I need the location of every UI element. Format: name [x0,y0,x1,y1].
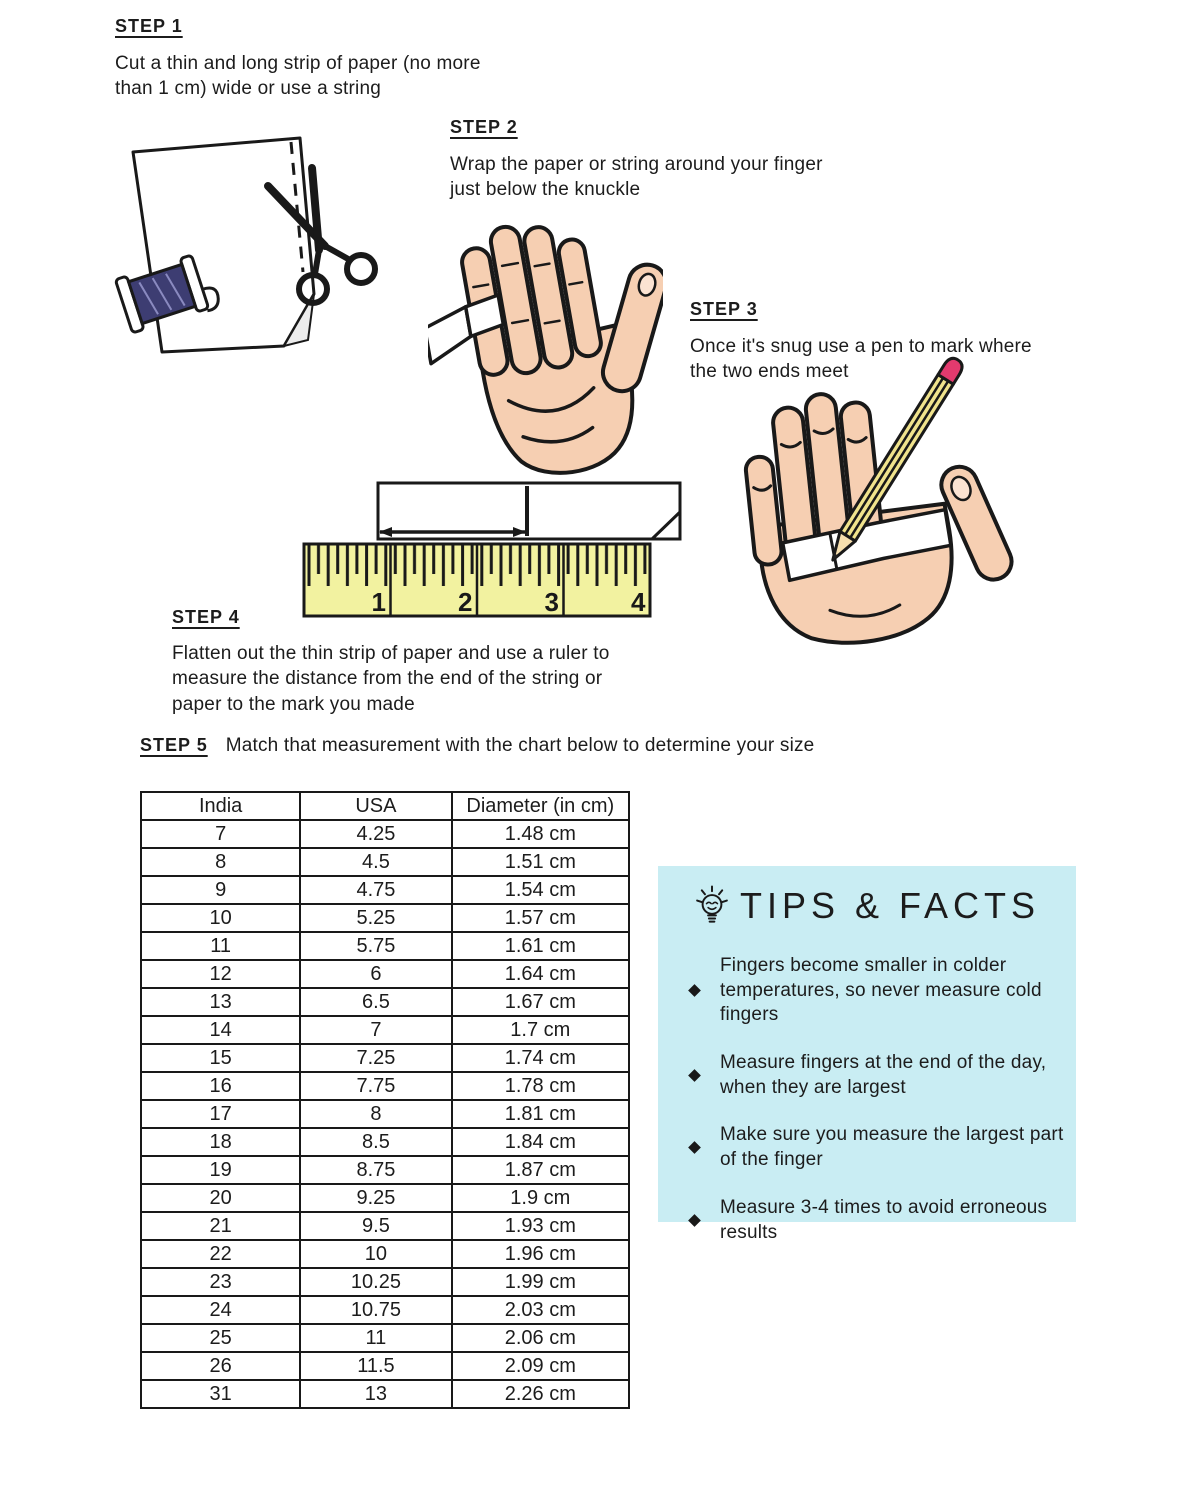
table-cell: 22 [141,1240,300,1268]
table-row [141,1128,629,1156]
table-row [141,1352,629,1380]
table-cell: 24 [141,1296,300,1324]
table-cell: 10.25 [300,1268,451,1296]
table-row [141,904,629,932]
table-cell: 8.5 [300,1128,451,1156]
table-cell: 1.7 cm [452,1016,629,1044]
step-1-heading: STEP 1 [115,16,183,36]
scissors-paper-illustration [100,122,450,367]
table-cell: 1.64 cm [452,960,629,988]
diamond-bullet-icon [688,1214,701,1227]
table-cell: 8 [300,1100,451,1128]
table-cell: 31 [141,1380,300,1408]
table-cell: 1.67 cm [452,988,629,1016]
ruler-number-4: 4 [631,587,646,617]
ruler-illustration [300,470,690,620]
step-2-heading: STEP 2 [450,117,518,137]
table-cell: 10.75 [300,1296,451,1324]
table-row [141,1100,629,1128]
tip-text: Measure fingers at the end of the day, when they are largest [720,1052,1047,1098]
table-cell: 23 [141,1268,300,1296]
step-3-heading: STEP 3 [690,299,758,319]
diamond-bullet-icon [688,984,701,997]
tip-item [720,1196,1072,1245]
table-cell: 4.25 [300,820,451,848]
table-cell: 11.5 [300,1352,451,1380]
table-row [141,1268,629,1296]
table-row [141,960,629,988]
tips-list [676,954,1064,1245]
table-cell: 7.75 [300,1072,451,1100]
table-row [141,1044,629,1072]
table-cell: 13 [300,1380,451,1408]
table-row [141,1324,629,1352]
table-header-india: India [141,792,300,820]
ruler-number-1: 1 [371,587,386,617]
step-3-text: Once it's snug use a pen to mark where the two ends meet [690,336,1032,383]
table-cell: 19 [141,1156,300,1184]
table-cell: 1.78 cm [452,1072,629,1100]
step-4-section [172,607,617,717]
table-cell: 1.54 cm [452,876,629,904]
table-cell: 1.96 cm [452,1240,629,1268]
tips-title-row [676,884,1058,928]
table-cell: 16 [141,1072,300,1100]
tip-item [720,1051,1072,1100]
table-cell: 1.93 cm [452,1212,629,1240]
hand-with-string-illustration [428,198,663,483]
table-cell: 10 [141,904,300,932]
step-5-section [140,733,814,758]
table-cell: 10 [300,1240,451,1268]
table-cell: 1.51 cm [452,848,629,876]
table-cell: 9.25 [300,1184,451,1212]
table-cell: 2.03 cm [452,1296,629,1324]
table-cell: 5.25 [300,904,451,932]
table-row [141,1380,629,1408]
table-cell: 1.9 cm [452,1184,629,1212]
table-cell: 1.87 cm [452,1156,629,1184]
table-row [141,988,629,1016]
step-5-text: Match that measurement with the chart below to determine your size [225,735,815,756]
table-cell: 11 [300,1324,451,1352]
step-1-section [115,16,500,102]
table-cell: 1.84 cm [452,1128,629,1156]
table-row [141,820,629,848]
diamond-bullet-icon [688,1069,701,1082]
table-row [141,1296,629,1324]
table-cell: 2.26 cm [452,1380,629,1408]
table-row [141,1072,629,1100]
step-5-heading: STEP 5 [140,735,208,755]
table-cell: 13 [141,988,300,1016]
table-header-row [141,792,629,820]
table-row [141,1016,629,1044]
table-cell: 1.81 cm [452,1100,629,1128]
table-cell: 15 [141,1044,300,1072]
tips-facts-box [658,866,1076,1243]
table-cell: 7 [141,820,300,848]
table-cell: 8.75 [300,1156,451,1184]
table-cell: 17 [141,1100,300,1128]
table-row [141,848,629,876]
table-cell: 1.48 cm [452,820,629,848]
table-row [141,1212,629,1240]
lightbulb-icon [694,884,730,928]
table-cell: 20 [141,1184,300,1212]
table-cell: 9 [141,876,300,904]
table-cell: 4.75 [300,876,451,904]
table-cell: 6.5 [300,988,451,1016]
ring-size-table [140,791,630,1409]
hand-with-pencil-illustration [725,352,1060,652]
table-cell: 21 [141,1212,300,1240]
table-cell: 1.57 cm [452,904,629,932]
table-cell: 1.99 cm [452,1268,629,1296]
table-cell: 12 [141,960,300,988]
table-body [141,820,629,1408]
table-header-usa: USA [300,792,451,820]
table-cell: 9.5 [300,1212,451,1240]
tips-title: TIPS & FACTS [739,885,1041,926]
step-2-section [450,117,830,203]
table-cell: 7.25 [300,1044,451,1072]
step-1-text: Cut a thin and long strip of paper (no more than 1 cm) wide or use a string [115,53,481,100]
table-cell: 14 [141,1016,300,1044]
table-cell: 26 [141,1352,300,1380]
ruler-number-3: 3 [544,587,559,617]
table-cell: 2.06 cm [452,1324,629,1352]
tip-text: Fingers become smaller in colder temperatures, so never measure cold fingers [720,955,1042,1026]
tip-text: Make sure you measure the largest part of the finger [720,1124,1064,1171]
step-2-text: Wrap the paper or string around your finger just below the knuckle [450,154,823,201]
step-4-text: Flatten out the thin strip of paper and use a ruler to measure the distance from the end of the string or paper to the mark you made [172,643,610,715]
table-cell: 5.75 [300,932,451,960]
table-cell: 1.74 cm [452,1044,629,1072]
table-row [141,1240,629,1268]
table-cell: 11 [141,932,300,960]
table-cell: 6 [300,960,451,988]
diamond-bullet-icon [688,1141,701,1154]
step-4-heading: STEP 4 [172,607,240,627]
table-header-diameter: Diameter (in cm) [452,792,629,820]
table-cell: 7 [300,1016,451,1044]
table-cell: 8 [141,848,300,876]
tip-text: Measure 3-4 times to avoid erroneous results [720,1196,1048,1243]
table-cell: 4.5 [300,848,451,876]
tip-item [720,954,1072,1028]
ruler-number-2: 2 [458,587,473,617]
tip-item [720,1123,1072,1172]
table-cell: 18 [141,1128,300,1156]
table-row [141,876,629,904]
table-row [141,932,629,960]
table-row [141,1156,629,1184]
table-cell: 2.09 cm [452,1352,629,1380]
table-row [141,1184,629,1212]
table-cell: 1.61 cm [452,932,629,960]
table-cell: 25 [141,1324,300,1352]
